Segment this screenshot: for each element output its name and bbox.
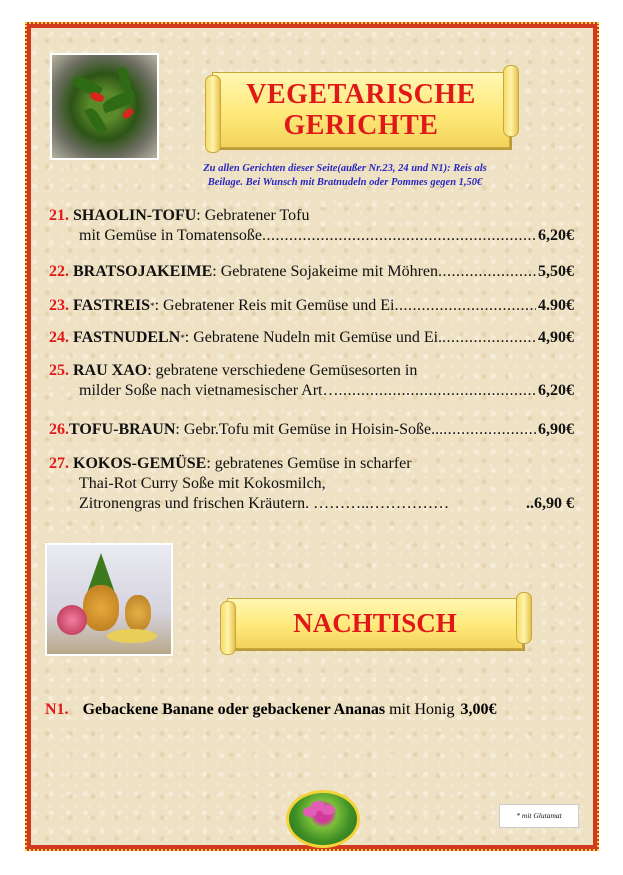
item-price: 3,00€ bbox=[456, 701, 497, 718]
item-description: : gebratenes Gemüse in scharfer bbox=[206, 455, 412, 472]
menu-item-21: 21. SHAOLIN-TOFU : Gebratener Tofu mit Gemüse in Tomatensoße ..... 6,20€ bbox=[49, 206, 574, 246]
item-name: RAU XAO bbox=[73, 362, 148, 379]
item-name: FASTREIS bbox=[73, 297, 151, 314]
item-description: mit Honig bbox=[385, 701, 455, 718]
lotus-flower-logo-icon bbox=[286, 790, 360, 848]
item-description: : Gebratener Tofu bbox=[196, 207, 310, 224]
item-description: : gebratene verschiedene Gemüsesorten in bbox=[147, 362, 418, 379]
vegetarian-section-banner bbox=[212, 72, 510, 148]
item-description: : Gebr.Tofu mit Gemüse in Hoisin-Soße... bbox=[175, 421, 444, 438]
vegetarian-title: VEGETARISCHE GERICHTE bbox=[246, 79, 476, 141]
item-name: Gebackene Banane oder gebackener Ananas bbox=[82, 701, 386, 718]
item-description: Zitronengras und frischen Kräutern. ………..…………… bbox=[79, 495, 450, 512]
scroll-curl-right bbox=[503, 65, 519, 137]
item-price: 6,90€ bbox=[538, 421, 574, 438]
scroll-curl-right bbox=[516, 592, 532, 644]
item-description: : Gebratene Sojakeime mit Möhren bbox=[212, 263, 438, 280]
item-price: 6,20€ bbox=[538, 227, 574, 244]
item-price: 5,50€ bbox=[538, 263, 574, 280]
glutamate-footnote: * mit Glutamat bbox=[499, 804, 579, 828]
item-name: KOKOS-GEMÜSE bbox=[73, 455, 207, 472]
dessert-section-banner bbox=[227, 598, 523, 649]
scroll-curl-left bbox=[220, 601, 236, 655]
item-description: milder Soße nach vietnamesischer Art… bbox=[79, 382, 339, 399]
item-price: 4.90€ bbox=[538, 297, 574, 314]
item-description: : Gebratene Nudeln mit Gemüse und Ei. bbox=[184, 329, 443, 346]
menu-item-23: 23. FASTREIS * : Gebratener Reis mit Gemüse und Ei ..... 4.90€ bbox=[49, 296, 574, 316]
pineapple-fruit-photo bbox=[45, 543, 173, 656]
item-price: ..6,90 € bbox=[526, 495, 574, 512]
item-name: BRATSOJAKEIME bbox=[73, 263, 213, 280]
side-dish-note: Zu allen Gerichten dieser Seite(außer Nr.23, 24 und N1): Reis als Beilage. Bei Wunsch mit Bratnudeln oder Pommes gegen 1,50€ bbox=[203, 163, 487, 188]
menu-item-24: 24. FASTNUDELN * : Gebratene Nudeln mit Gemüse und Ei. ..... 4,90€ bbox=[49, 328, 574, 348]
item-description: : Gebratener Reis mit Gemüse und Ei bbox=[154, 297, 395, 314]
scroll-curl-left bbox=[205, 75, 221, 153]
item-name: SHAOLIN-TOFU bbox=[73, 207, 197, 224]
menu-item-n1: N1. Gebackene Banane oder gebackener Ananas mit Honig 3,00€ bbox=[45, 701, 497, 718]
item-description: Thai-Rot Curry Soße mit Kokosmilch, bbox=[79, 475, 326, 492]
menu-item-27: 27. KOKOS-GEMÜSE : gebratenes Gemüse in scharfer Thai-Rot Curry Soße mit Kokosmilch, Zitronengras und frischen Kräutern. ………..…………… ..6,90 € bbox=[49, 455, 574, 512]
item-price: 6,20€ bbox=[538, 382, 574, 399]
item-price: 4,90€ bbox=[538, 329, 574, 346]
dessert-title: NACHTISCH bbox=[293, 608, 457, 638]
item-name: TOFU-BRAUN bbox=[69, 421, 176, 438]
vegetable-dish-photo bbox=[50, 53, 159, 160]
item-name: FASTNUDELN bbox=[73, 329, 181, 346]
menu-item-22: 22. BRATSOJAKEIME : Gebratene Sojakeime mit Möhren ..... 5,50€ bbox=[49, 262, 574, 282]
menu-item-26: 26. TOFU-BRAUN : Gebr.Tofu mit Gemüse in Hoisin-Soße... ..... 6,90€ bbox=[49, 420, 574, 440]
item-description: mit Gemüse in Tomatensoße bbox=[79, 227, 262, 244]
menu-item-25: 25. RAU XAO : gebratene verschiedene Gemüsesorten in milder Soße nach vietnamesischer Art… ..... 6,20€ bbox=[49, 361, 574, 401]
